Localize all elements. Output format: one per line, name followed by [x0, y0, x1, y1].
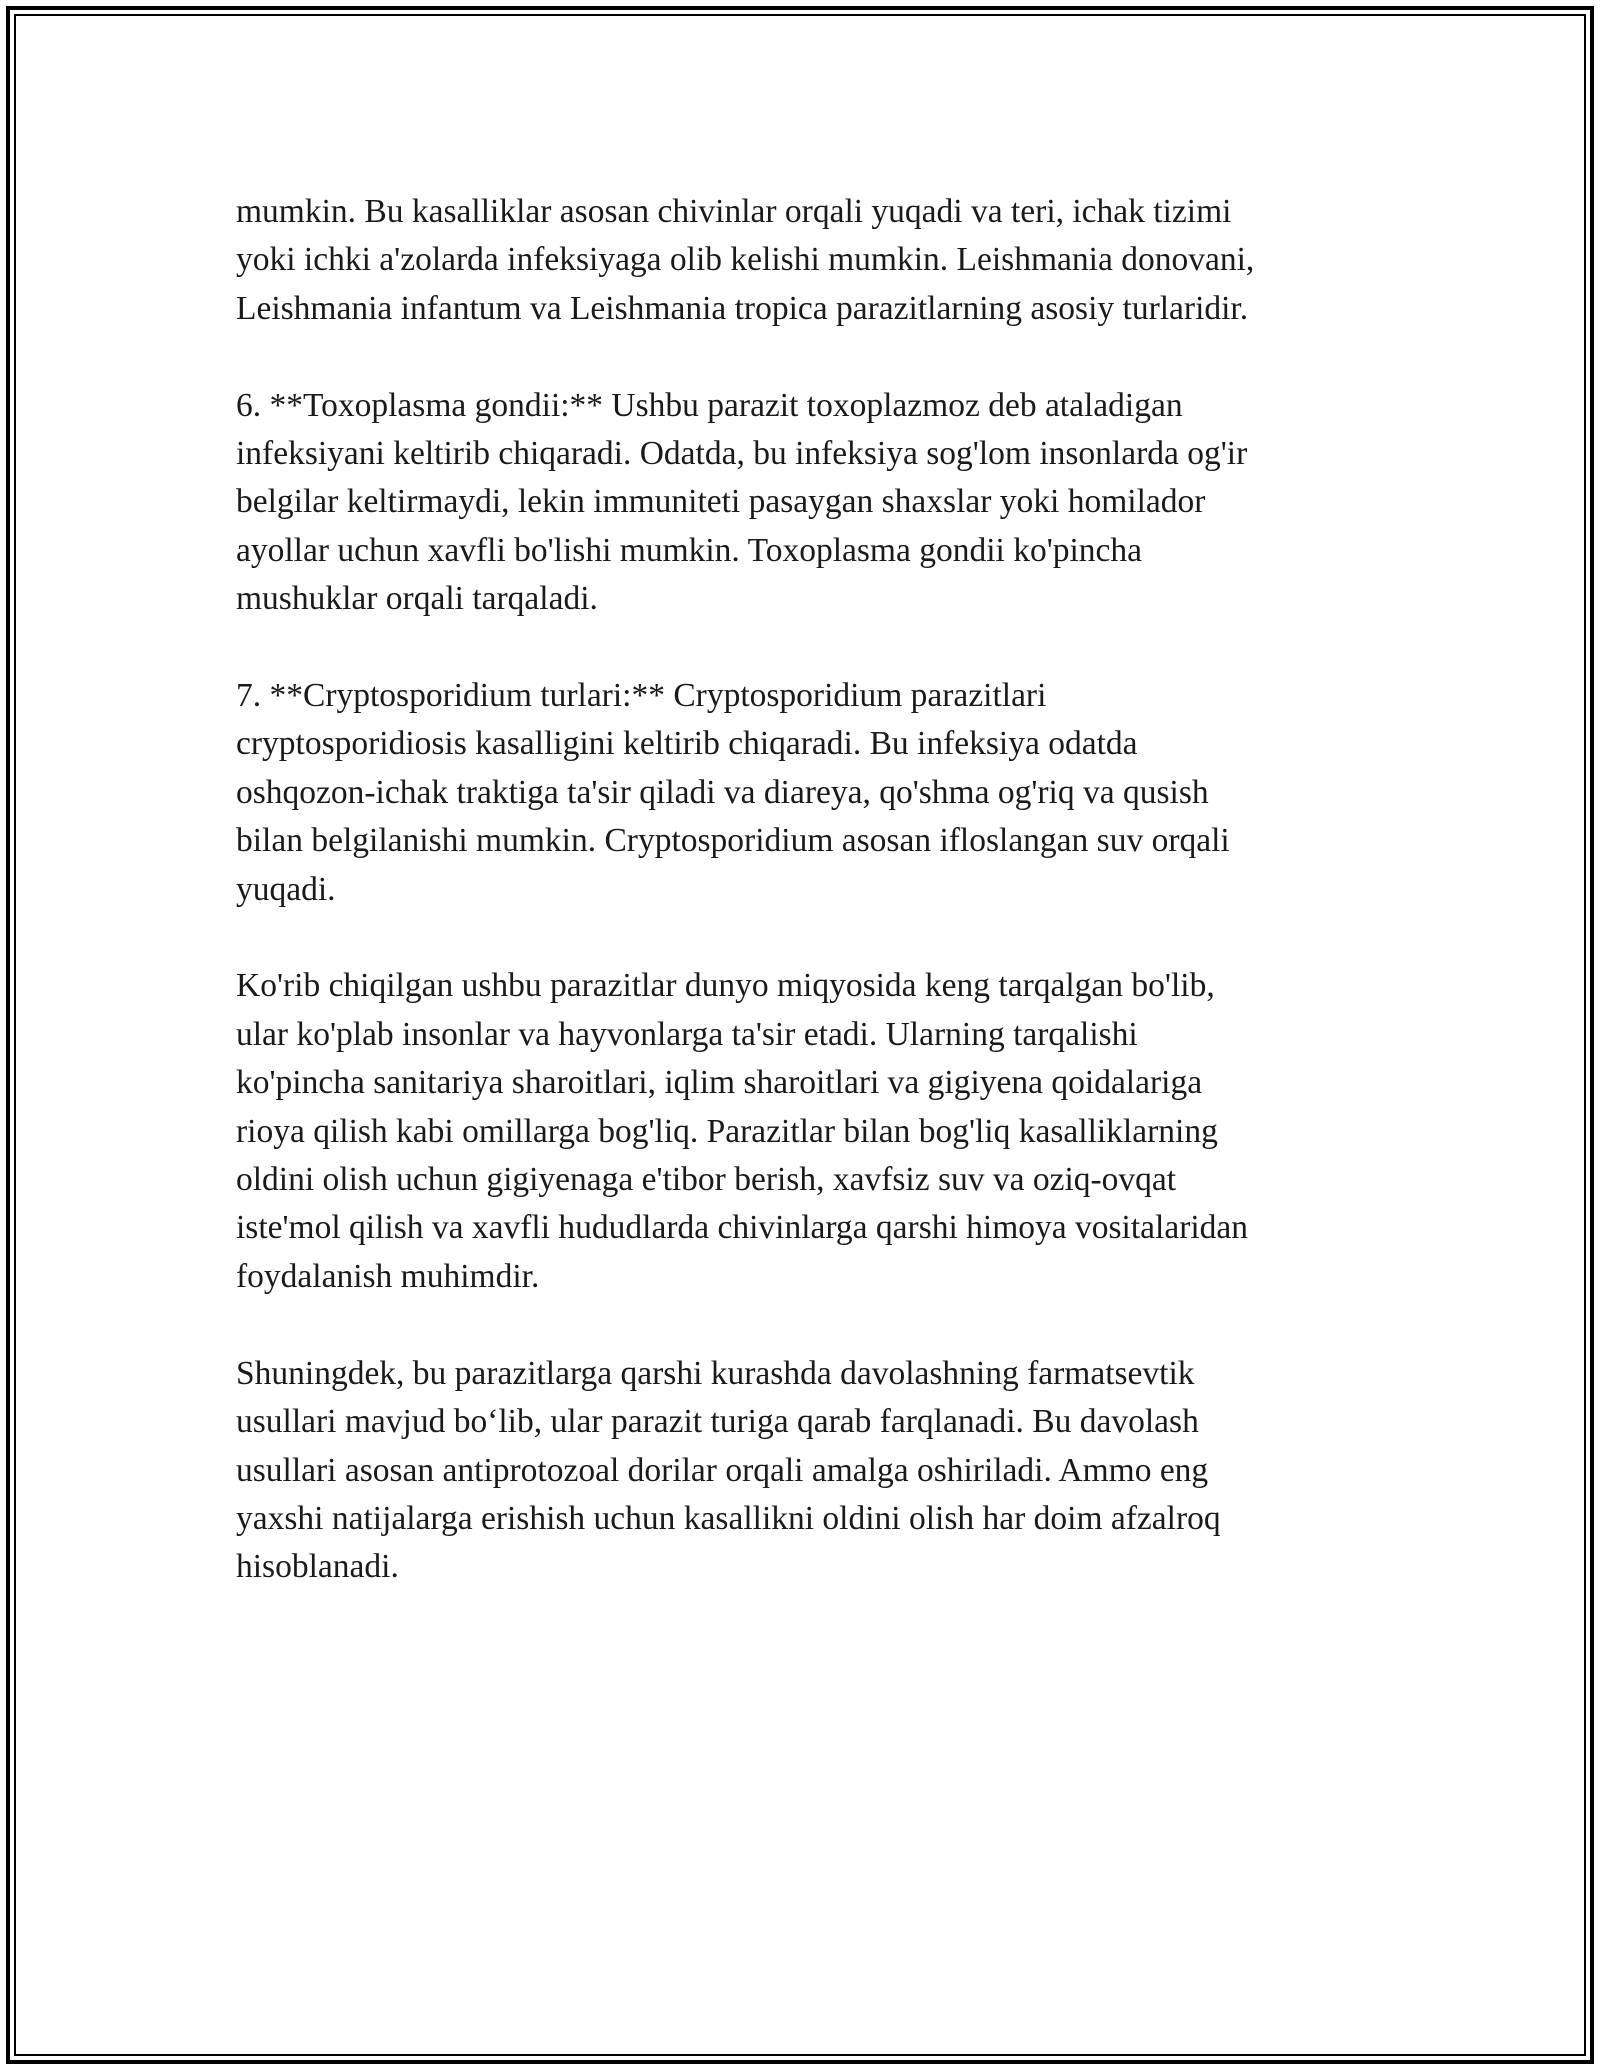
text-line: rioya qilish kabi omillarga bog'liq. Parazitlar bilan bog'liq kasalliklarning	[236, 1112, 1218, 1150]
text-line: foydalanish muhimdir.	[236, 1257, 540, 1295]
paragraph-leishmania-continuation	[236, 188, 1376, 333]
paragraph-cryptosporidium	[236, 672, 1376, 914]
text-line: ko'pincha sanitariya sharoitlari, iqlim sharoitlari va gigiyena qoidalariga	[236, 1064, 1203, 1102]
text-line: iste'mol qilish va xavfli hududlarda chivinlarga qarshi himoya vositalaridan	[236, 1209, 1249, 1247]
text-line: yoki ichki a'zolarda infeksiyaga olib kelishi mumkin. Leishmania donovani,	[236, 241, 1255, 279]
text-line: mumkin. Bu kasalliklar asosan chivinlar orqali yuqadi va teri, ichak tizimi	[236, 193, 1232, 230]
text-line: Ko'rib chiqilgan ushbu parazitlar dunyo miqyosida keng tarqalgan bo'lib,	[236, 967, 1215, 1005]
text-line: yaxshi natijalarga erishish uchun kasallikni oldini olish har doim afzalroq	[236, 1499, 1221, 1537]
text-line: bilan belgilanishi mumkin. Cryptosporidium asosan ifloslangan suv orqali	[236, 822, 1230, 860]
paragraph-toxoplasma	[236, 382, 1376, 624]
paragraph-treatment	[236, 1350, 1376, 1592]
text-line: oshqozon-ichak traktiga ta'sir qiladi va diareya, qo'shma og'riq va qusish	[236, 773, 1209, 811]
text-line: Leishmania infantum va Leishmania tropica parazitlarning asosiy turlaridir.	[236, 289, 1249, 327]
text-line: belgilar keltirmaydi, lekin immuniteti pasaygan shaxslar yoki homilador	[236, 483, 1206, 521]
text-line: oldini olish uchun gigiyenaga e'tibor berish, xavfsiz suv va oziq-ovqat	[236, 1161, 1177, 1199]
document-body	[236, 188, 1376, 1592]
text-line: infeksiyani keltirib chiqaradi. Odatda, bu infeksiya sog'lom insonlarda og'ir	[236, 435, 1248, 473]
text-line: 7. **Cryptosporidium turlari:** Cryptosporidium parazitlari	[236, 677, 1047, 715]
text-line: mushuklar orqali tarqaladi.	[236, 580, 598, 618]
text-line: yuqadi.	[236, 870, 336, 908]
paragraph-summary	[236, 962, 1376, 1301]
text-line: usullari asosan antiprotozoal dorilar orqali amalga oshiriladi. Ammo eng	[236, 1451, 1209, 1489]
text-line: cryptosporidiosis kasalligini keltirib chiqaradi. Bu infeksiya odatda	[236, 725, 1138, 763]
text-line: usullari mavjud bo‘lib, ular parazit turiga qarab farqlanadi. Bu davolash	[236, 1403, 1199, 1441]
text-line: ayollar uchun xavfli bo'lishi mumkin. Toxoplasma gondii ko'pincha	[236, 531, 1143, 569]
text-line: ular ko'plab insonlar va hayvonlarga ta'sir etadi. Ularning tarqalishi	[236, 1015, 1138, 1053]
text-line: hisoblanadi.	[236, 1548, 399, 1586]
text-line: 6. **Toxoplasma gondii:** Ushbu parazit toxoplazmoz deb ataladigan	[236, 386, 1183, 424]
text-line: Shuningdek, bu parazitlarga qarshi kurashda davolashning farmatsevtik	[236, 1354, 1195, 1392]
